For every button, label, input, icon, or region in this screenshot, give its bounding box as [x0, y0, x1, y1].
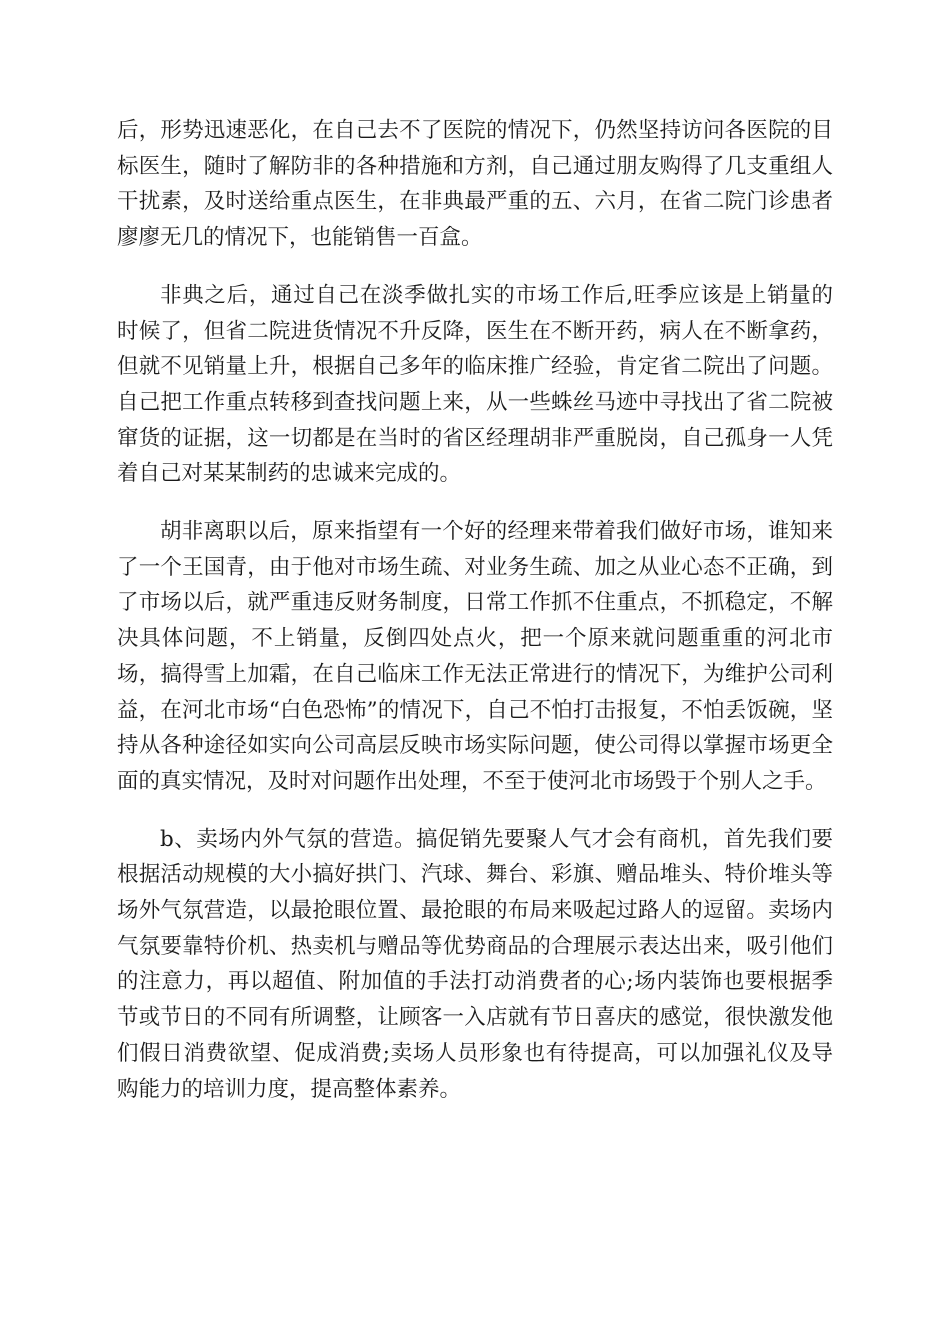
paragraph-3: 胡非离职以后，原来指望有一个好的经理来带着我们做好市场，谁知来了一个王国青，由于他对市场生疏、对业务生疏、加之从业心态不正确，到了市场以后，就严重违反财务制度，日常工作抓不住重点，不抓稳定，不解决具体问题，不上销量，反倒四处点火，把一个原来就问题重重的河北市场，搞得雪上加霜，在自己临床工作无法正常进行的情况下，为维护公司利益，在河北市场“白色恐怖”的情况下，自己不怕打击报复，不怕丢饭碗，坚持从各种途径如实向公司高层反映市场实际问题，使公司得以掌握市场更全面的真实情况，及时对问题作出处理，不至于使河北市场毁于个别人之手。 — [117, 519, 833, 794]
paragraph-4: b、卖场内外气氛的营造。搞促销先要聚人气才会有商机，首先我们要根据活动规模的大小搞好拱门、汽球、舞台、彩旗、赠品堆头、特价堆头等场外气氛营造，以最抢眼位置、最抢眼的布局来吸起过路人的逗留。卖场内气氛要靠特价机、热卖机与赠品等优势商品的合理展示表达出来，吸引他们的注意力，再以超值、附加值的手法打动消费者的心;场内装饰也要根据季节或节日的不同有所调整，让顾客一入店就有节日喜庆的感觉，很快激发他们假日消费欲望、促成消费;卖场人员形象也有待提高，可以加强礼仪及导购能力的培训力度，提高整体素养。 — [117, 826, 833, 1102]
paragraph-2: 非典之后，通过自己在淡季做扎实的市场工作后,旺季应该是上销量的时候了，但省二院进货情况不升反降，医生在不断开药，病人在不断拿药，但就不见销量上升，根据自己多年的临床推广经验，肯定省二院出了问题。自己把工作重点转移到查找问题上来，从一些蛛丝马迹中寻找出了省二院被窜货的证据，这一切都是在当时的省区经理胡非严重脱岗，自己孤身一人凭着自己对某某制药的忠诚来完成的。 — [117, 282, 833, 487]
document-body — [117, 113, 833, 1129]
paragraph-1: 后，形势迅速恶化，在自己去不了医院的情况下，仍然坚持访问各医院的目标医生，随时了解防非的各种措施和方剂，自己通过朋友购得了几支重组人干扰素，及时送给重点医生，在非典最严重的五、六月，在省二院门诊患者廖廖无几的情况下，也能销售一百盒。 — [117, 118, 833, 251]
